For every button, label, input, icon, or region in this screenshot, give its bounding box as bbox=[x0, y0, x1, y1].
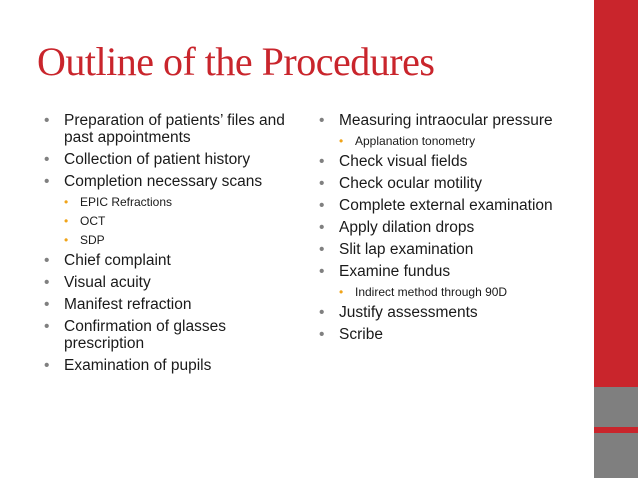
bullet-item: • Check visual fields bbox=[319, 153, 579, 170]
bullet-item: • Chief complaint bbox=[44, 252, 294, 269]
bullet-item: • Check ocular motility bbox=[319, 175, 579, 192]
side-accent-bar bbox=[594, 0, 638, 478]
sub-bullet-item: • Applanation tonometry bbox=[319, 134, 579, 149]
side-gray-block-bottom bbox=[594, 433, 638, 478]
bullet-item: • Preparation of patients’ files and past appointments bbox=[44, 112, 294, 146]
right-bullet-list bbox=[319, 112, 579, 348]
bullet-item: • Visual acuity bbox=[44, 274, 294, 291]
bullet-item: • Collection of patient history bbox=[44, 151, 294, 168]
bullet-item: • Justify assessments bbox=[319, 304, 579, 321]
sub-bullet-item: • OCT bbox=[44, 214, 294, 229]
bullet-item: • Scribe bbox=[319, 326, 579, 343]
bullet-item: • Confirmation of glasses prescription bbox=[44, 318, 294, 352]
slide-title: Outline of the Procedures bbox=[37, 39, 435, 84]
bullet-item: • Slit lap examination bbox=[319, 241, 579, 258]
side-gray-block-top bbox=[594, 387, 638, 427]
bullet-item: • Examination of pupils bbox=[44, 357, 294, 374]
bullet-item: • Complete external examination bbox=[319, 197, 579, 214]
left-bullet-list bbox=[44, 112, 294, 379]
bullet-item: • Measuring intraocular pressure bbox=[319, 112, 579, 129]
bullet-item: • Apply dilation drops bbox=[319, 219, 579, 236]
sub-bullet-item: • Indirect method through 90D bbox=[319, 285, 579, 300]
bullet-item: • Completion necessary scans bbox=[44, 173, 294, 190]
sub-bullet-item: • SDP bbox=[44, 233, 294, 248]
sub-bullet-item: • EPIC Refractions bbox=[44, 195, 294, 210]
bullet-item: • Examine fundus bbox=[319, 263, 579, 280]
bullet-item: • Manifest refraction bbox=[44, 296, 294, 313]
